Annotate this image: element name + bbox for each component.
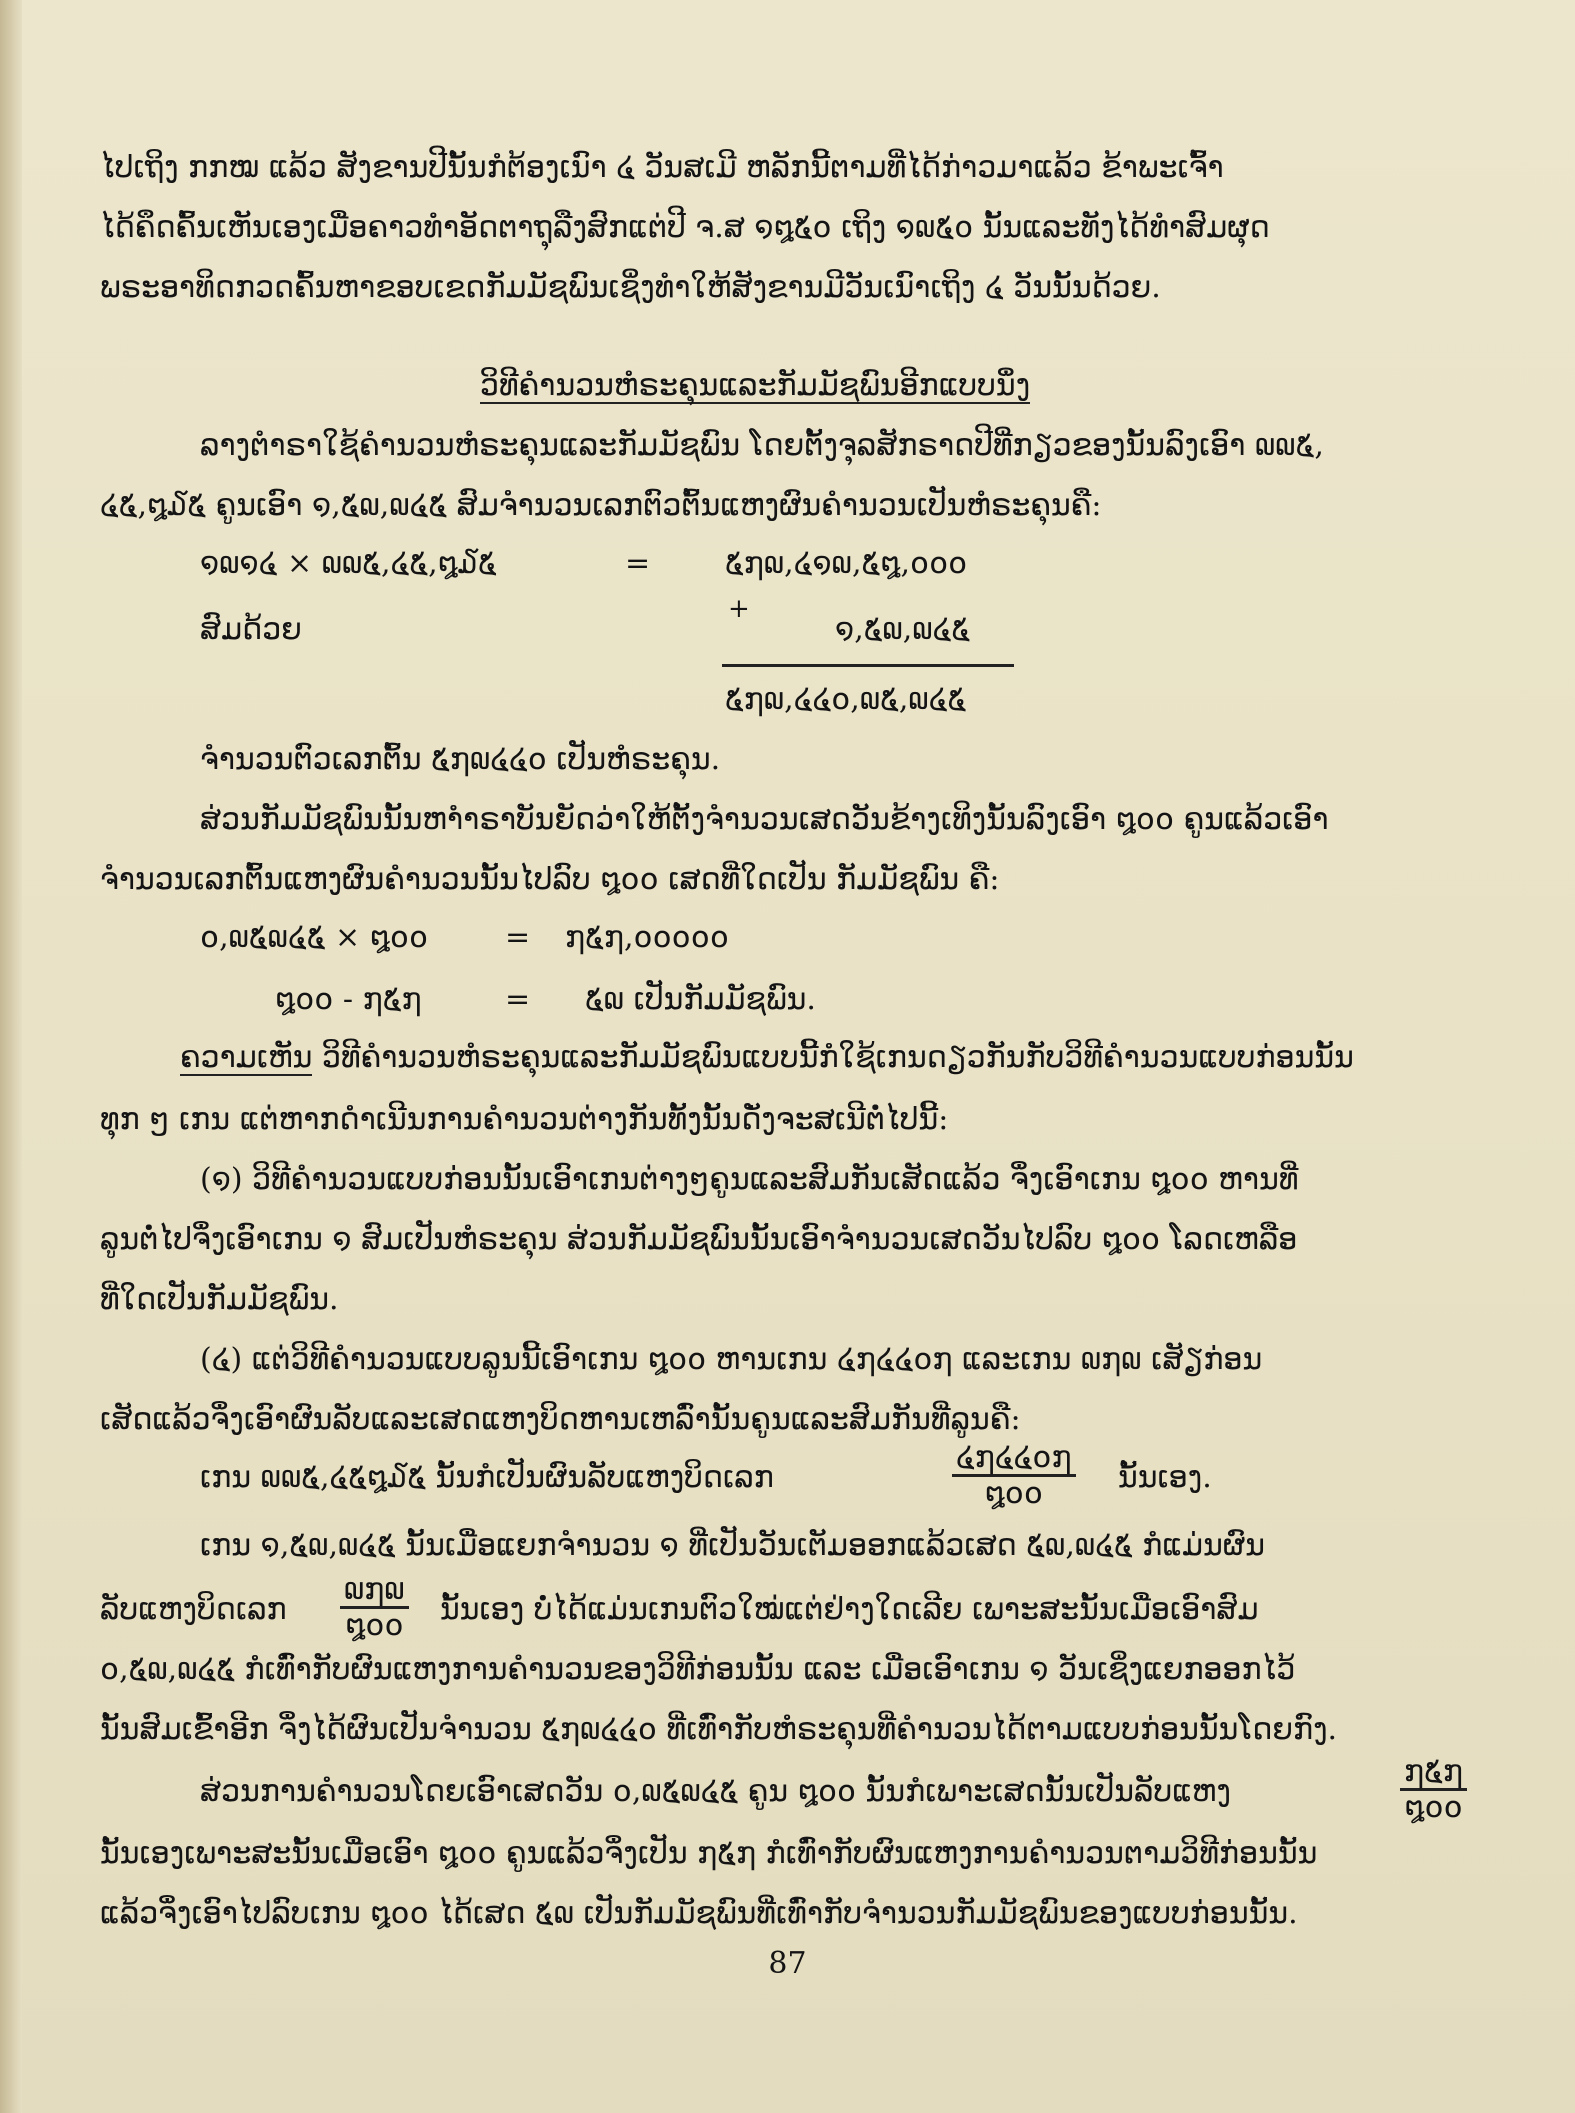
fraction-3-denominator: ໘໐໐ (1404, 1789, 1463, 1825)
note-line-2: ທຸກ ໆ ເກນ ແຕ່ຫາກດຳເນີນການຄຳນວນຕ່າງກັນທັ້ງນັ້ນດັ່ງຈະສເນີຕໍ່ໄປນີ້: (100, 1102, 949, 1137)
section-heading-text: ວິທີຄຳນວນຫໍຣະຄຸນແລະກັມມັຊພົນອີກແບບນຶ່ງ (480, 368, 1031, 403)
para2-line-2: ສ່ວນກັມມັຊພົນນັ້ນຫາຳຣາບັນຍັດວ່າໃຫ້ຕັ້ງຈຳນວນເສດວັນຂ້າງເທິງນັ້ນລົງເອົາ ໘໐໐ ຄູນແລ້ວເອົາ (200, 802, 1329, 837)
item1-line-2: ລູນຕໍ່ໄປຈຶ່ງເອົາເກນ ໑ ສົມເປັນຫໍຣະຄຸນ ສ່ວນກັມມັຊພົນນັ້ນເອົາຈຳນວນເສດວັນໄປລົບ ໘໐໐ ໂລດເຫລືອ (100, 1222, 1298, 1257)
frac-line-8: ແລ້ວຈຶ່ງເອົາໄປລົບເກນ ໘໐໐ ໄດ້ເສດ ໕໙ ເປັນກັມມັຊພົນທີ່ເທົ່າກັບຈຳນວນກັມມັຊພົນຂອງແບບກ່ອນນັ້ນ. (100, 1896, 1298, 1931)
frac-line-3-pre: ລັບແຫງບິດເລກ (100, 1592, 287, 1627)
item2-line-1: (໔) ແຕ່ວິທີຄຳນວນແບບລູນນີ້ເອົາເກນ ໘໐໐ ຫານເກນ ໔໗໔໔໐໗ ແລະເກນ ໙໗໙ ເສັຽກ່ອນ (200, 1342, 1263, 1377)
fraction-2-numerator: ໙໗໙ (340, 1574, 409, 1609)
fraction-1-numerator: ໔໗໔໔໐໗ (952, 1442, 1076, 1477)
intro-line-3: ພຣະອາທິດກວດຄົ້ນຫາຂອບເຂດກັມມັຊພົນເຊິ່ງທຳໃຫ້ສັງຂານມີວັນເນົາເຖິງ ໔ ວັນນັ້ນດ້ວຍ. (100, 270, 1161, 305)
frac-line-1-pre: ເກນ ໙໙໕,໔໕໘໓໕ ນັ້ນກໍເປັນຜົນລັບແຫງບິດເລກ (200, 1460, 774, 1495)
calc-sum-rule (722, 664, 1014, 667)
page-binding-edge (0, 0, 22, 2113)
note-line-1 (180, 1040, 1490, 1076)
note-line-1-text: ວິທີຄຳນວນຫໍຣະຄຸນແລະກັມມັຊພົນແບບນີ້ກໍໃຊ້ເກນດຽວກັນກັບວິທີຄຳນວນແບບກ່ອນນັ້ນ (321, 1040, 1354, 1075)
calc-plus-sign: + (728, 594, 750, 624)
frac-line-7: ນັ້ນເອງເພາະສະນັ້ນເມື່ອເອົາ ໘໐໐ ຄູນແລ້ວຈຶ່ງເປັນ ໗໕໗ ກໍເທົ່າກັບຜົນແຫງການຄຳນວນຕາມວິທີກ່ອນນັ້ນ (100, 1836, 1318, 1871)
calc-result: ໕໗໙,໔໔໐,໙໕,໙໔໕ (725, 682, 967, 717)
item1-line-3: ທີ່ໃດເປັນກັມມັຊພົນ. (100, 1282, 339, 1317)
calc2-row1-left: ໐,໙໕໙໔໕ × ໘໐໐ (200, 920, 429, 955)
intro-line-2: ໄດ້ຄຶດຄົ້ນເຫັນເອງເມື່ອຄາວທຳອັດຕາຖຸລືງສົກແຕ່ປີ ຈ.ສ ໑໘໕໐ ເຖິງ ໑໙໕໐ ນັ້ນແລະທັງໄດ້ທຳສົມຜຸດ (100, 210, 1270, 245)
intro-line-1: ໄປເຖິງ ກກໝ ແລ້ວ ສັງຂານປີນັ້ນກໍຕ້ອງເນົາ ໔ ວັນສເມີ ຫລັກນີ້ຕາມທີ່ໄດ້ກ່າວມາແລ້ວ ຂ້າພະເຈົ້າ (100, 150, 1224, 185)
fraction-3-numerator: ໗໕໗ (1400, 1756, 1467, 1791)
frac-line-3-post: ນັ້ນເອງ ບໍ່ໄດ້ແມ່ນເກນຕົວໃໝ່ແຕ່ຢ່າງໃດເລີຍ ເພາະສະນັ້ນເມື່ອເອົາສົມ (440, 1592, 1259, 1627)
fraction-2-denominator: ໘໐໐ (345, 1607, 404, 1643)
calc-row1-equals: = (625, 546, 651, 581)
fraction-3 (1400, 1756, 1467, 1824)
calc2-row1-equals: = (505, 920, 531, 955)
frac-line-6-pre: ສ່ວນການຄຳນວນໂດຍເອົາເສດວັນ ໐,໙໕໙໔໕ ຄູນ ໘໐໐ ນັ້ນກໍເພາະເສດນັ້ນເປັນລັບແຫງ (200, 1774, 1231, 1809)
calc-row1-left: ໑໙໑໔ × ໙໙໕,໔໕,໘໓໕ (200, 546, 497, 581)
item2-line-2: ເສັດແລ້ວຈຶ່ງເອົາຜົນລັບແລະເສດແຫງບິດຫານເຫລົ່ານັ້ນຄູນແລະສົມກັນທີ່ລູນຄື: (100, 1402, 1021, 1437)
item1-line-1: (໑) ວິທີຄຳນວນແບບກ່ອນນັ້ນເອົາເກນຕ່າງໆຄູນແລະສົມກັນເສັດແລ້ວ ຈຶ່ງເອົາເກນ ໘໐໐ ຫານທີ່ (200, 1162, 1299, 1197)
calc2-row2-equals: = (505, 982, 531, 1017)
note-label: ຄວາມເຫັນ (180, 1040, 313, 1075)
fraction-2 (340, 1574, 409, 1642)
calc2-row2-right: ໕໙ ເປັນກັມມັຊພົນ. (585, 982, 816, 1017)
calc2-row2-left: ໘໐໐ - ໗໕໗ (275, 982, 422, 1017)
page-number: 87 (768, 1946, 807, 1981)
frac-line-4: ໐,໕໙,໙໔໕ ກໍເທົ່າກັບຜົນແຫງການຄຳນວນຂອງວິທີກ່ອນນັ້ນ ແລະ ເມື່ອເອົາເກນ ໑ ວັນເຊິ່ງແຍກອອກໄວ້ (100, 1652, 1296, 1687)
calc2-row1-right: ໗໕໗,໐໐໐໐໐ (565, 920, 729, 955)
calc-row1-right: ໕໗໙,໔໑໙,໕໘,໐໐໐ (725, 546, 968, 581)
frac-line-5: ນັ້ນສົມເຂົ້າອີກ ຈຶ່ງໄດ້ຜົນເປັນຈຳນວນ ໕໗໙໔໔໐ ທີ່ເທົ່າກັບຫໍຣະຄຸນທີ່ຄຳນວນໄດ້ຕາມແບບກ່ອນນັ້ນໂດຍກົງ. (100, 1712, 1338, 1747)
para2-line-1: ຈຳນວນຕົວເລກຕົ້ນ ໕໗໙໔໔໐ ເປັນຫໍຣະຄຸນ. (200, 742, 721, 777)
calc-row2-left: ສົມດ້ວຍ (200, 612, 302, 647)
frac-line-2: ເກນ ໑,໕໙,໙໔໕ ນັ້ນເມື່ອແຍກຈຳນວນ ໑ ທີ່ເປັນວັນເຕັມອອກແລ້ວເສດ ໕໙,໙໔໕ ກໍແມ່ນຜົນ (200, 1528, 1265, 1563)
para1-line-2: ໔໕,໘໓໕ ຄູນເອົາ ໑,໕໙,໙໔໕ ສົມຈຳນວນເລກຕົວຕົ້ນແຫງຜົນຄຳນວນເປັນຫໍຣະຄຸນຄື: (100, 488, 1102, 523)
frac-line-1-post: ນັ້ນເອງ. (1118, 1460, 1212, 1495)
fraction-1 (952, 1442, 1076, 1510)
para2-line-3: ຈຳນວນເລກຕົ້ນແຫງຜົນຄຳນວນນັ້ນໄປລົບ ໘໐໐ ເສດທີ່ໃດເປັນ ກັມມັຊພົນ ຄື: (100, 862, 1000, 897)
calc-row2-right: ໑,໕໙,໙໔໕ (835, 612, 971, 647)
fraction-1-denominator: ໘໐໐ (984, 1475, 1043, 1511)
para1-line-1: ລາງຕຳຣາໃຊ້ຄຳນວນຫໍຣະຄຸນແລະກັມມັຊພົນ ໂດຍຕັ້ງຈຸລສັກຣາດປີທີ່ກຽວຂອງນັ້ນລົງເອົາ ໙໙໕, (200, 428, 1324, 463)
section-heading (480, 368, 1180, 404)
